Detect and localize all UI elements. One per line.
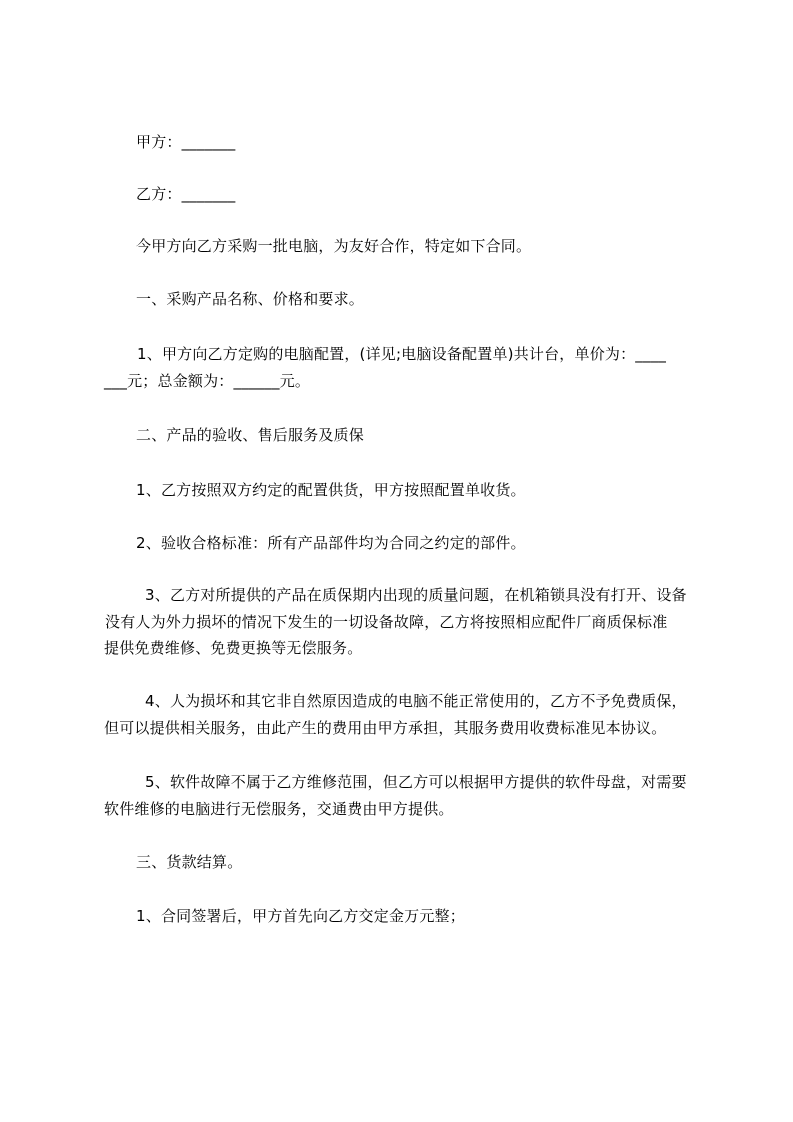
party-b-line: 乙方：_______: [136, 185, 236, 203]
clause-2-5-line-2: 软件维修的电脑进行无偿服务，交通费由甲方提供。: [104, 800, 454, 818]
clause-2-5-line-1: 5、软件故障不属于乙方维修范围，但乙方可以根据甲方提供的软件母盘，对需要: [145, 773, 687, 791]
section-2-heading: 二、产品的验收、售后服务及质保: [136, 426, 365, 444]
clause-2-3-line-2: 没有人为外力损坏的情况下发生的一切设备故障，乙方将按照相应配件厂商质保标准: [105, 613, 668, 631]
clause-1-1-line-2: ___元；总金额为：______元。: [104, 372, 311, 390]
clause-2-4-line-1: 4、人为损坏和其它非自然原因造成的电脑不能正常使用的，乙方不予免费质保，: [145, 692, 687, 710]
intro-paragraph: 今甲方向乙方采购一批电脑，为友好合作，特定如下合同。: [136, 237, 532, 255]
section-3-heading: 三、货款结算。: [136, 853, 243, 871]
clause-3-1: 1、合同签署后，甲方首先向乙方交定金万元整；: [136, 907, 465, 925]
party-a-line: 甲方：_______: [136, 133, 236, 151]
section-1-heading: 一、采购产品名称、价格和要求。: [136, 290, 365, 308]
clause-1-1-line-1: 1、甲方向乙方定购的电脑配置，(详见;电脑设备配置单)共计台，单价为：____: [137, 345, 667, 363]
clause-2-1: 1、乙方按照双方约定的配置供货，甲方按照配置单收货。: [136, 481, 526, 499]
clause-2-3-line-3: 提供免费维修、免费更换等无偿服务。: [104, 639, 363, 657]
clause-2-2: 2、验收合格标准：所有产品部件均为合同之约定的部件。: [136, 534, 526, 552]
clause-2-4-line-2: 但可以提供相关服务，由此产生的费用由甲方承担，其服务费用收费标准见本协议。: [104, 719, 667, 737]
clause-2-3-line-1: 3、乙方对所提供的产品在质保期内出现的质量问题，在机箱锁具没有打开、设备: [145, 586, 687, 604]
